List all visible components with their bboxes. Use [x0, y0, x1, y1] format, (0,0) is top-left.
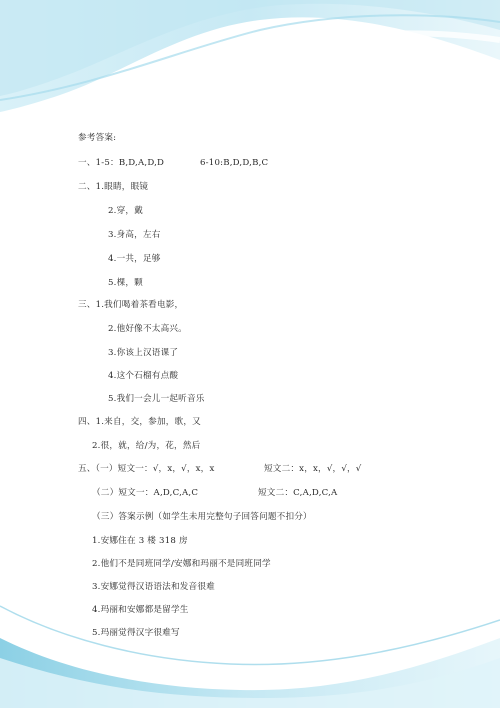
section-2-item-4: 4.一共，足够	[108, 254, 161, 264]
section-2-item-5: 5.棵，颗	[108, 278, 143, 288]
section-4-item-2: 2.很，就，给/为，花，然后	[92, 441, 201, 451]
section-5-part-3-answer-3: 3.安娜觉得汉语语法和发音很难	[92, 582, 215, 592]
section-5-part-3-answer-1: 1.安娜住在 3 楼 318 房	[92, 536, 188, 546]
section-5-part-1-passage-1: 五、（一）短文一：√，x，√，x，x	[78, 464, 215, 474]
section-4-item-1: 四、1.来自，交，参加，歌，又	[78, 417, 201, 427]
section-5-part-3-instructions: （三）答案示例（如学生未用完整句子回答问题不扣分）	[92, 512, 312, 522]
section-1-answers-1-5: 一、1-5：B,D,A,D,D	[78, 158, 165, 168]
section-3-item-3: 3.你该上汉语课了	[108, 348, 179, 358]
section-1-answers-6-10: 6-10:B,D,D,B,C	[200, 158, 269, 168]
section-5-part-3-answer-2: 2.他们不是同班同学/安娜和玛丽不是同班同学	[92, 559, 271, 569]
section-5-part-2-passage-2: 短文二：C,A,D,C,A	[258, 488, 338, 498]
section-2-item-1: 二、1.眼睛，眼镜	[78, 182, 149, 192]
section-2-item-3: 3.身高，左右	[108, 230, 161, 240]
section-3-item-1: 三、1.我们喝着茶看电影，	[78, 300, 184, 310]
section-3-item-5: 5.我们一会儿一起听音乐	[108, 394, 205, 404]
section-3-item-2: 2.他好像不太高兴。	[108, 324, 187, 334]
section-5-part-3-answer-4: 4.玛丽和安娜都是留学生	[92, 605, 189, 615]
section-5-part-2-passage-1: （二）短文一：A,D,C,A,C	[92, 488, 199, 498]
section-2-item-2: 2.穿，戴	[108, 206, 143, 216]
section-5-part-1-passage-2: 短文二：x，x，√，√，√	[264, 464, 362, 474]
answers-heading: 参考答案:	[78, 133, 117, 143]
section-5-part-3-answer-5: 5.玛丽觉得汉字很难写	[92, 628, 180, 638]
section-3-item-4: 4.这个石榴有点酸	[108, 371, 179, 381]
